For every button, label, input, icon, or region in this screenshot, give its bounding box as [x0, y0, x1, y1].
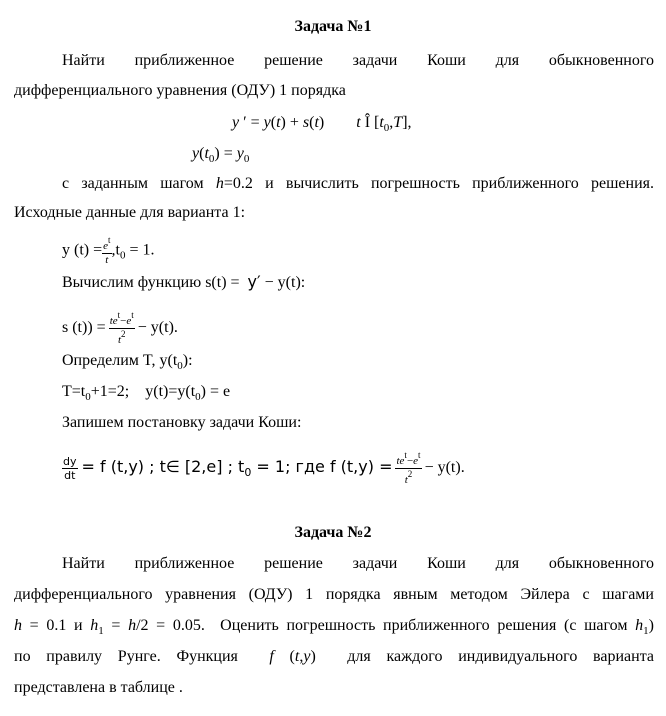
task2-line2: дифференциального уравнения (ОДУ) 1 порядка явным методом Эйлера с шагами — [14, 586, 654, 603]
task2-line1: Найти приближенное решение задачи Коши для обыкновенного — [62, 555, 654, 572]
task1-para2-line1: с заданным шагом h=0.2 и вычислить погрешность приближенного решения. — [62, 175, 654, 192]
task1-define-T: Определим T, $y(t_0)$: — [62, 352, 193, 372]
task1-title: Задача №1 — [294, 18, 372, 35]
task2-title: Задача №2 — [294, 524, 372, 541]
task1-y-formula: y (t) = $\frac{e^t}{t}$ $,t_0 = 1$. — [62, 235, 155, 266]
task1-T-line: $T=t_0+1=2$; $y(t)=y(t_0) = e$ — [62, 383, 231, 403]
task2-line3: h = 0.1 и $h_1 = h/2 = 0.05$. Оценить погрешность приближенного решения (с шагом $h_1$) — [14, 617, 654, 637]
task1-para1-line1: Найти приближенное решение задачи Коши для обыкновенного — [62, 52, 654, 69]
task1-equation-ode: y ′ = y(t) + s(t) t Î $[t_0,T]$, — [232, 114, 412, 134]
task1-equation-initial: $y(t_0) = y_0$ — [192, 145, 250, 165]
task1-cauchy-formula: $\frac{dy}{dt}$ = f (t,y) ; t∈ [2,e] ; $t_0 = 1$; где f (t,y) = $\frac{te^t-e^t}{t^2}$ − y(t). — [63, 450, 465, 486]
task2-line4: по правилу Рунге. Функция f (t,y) для каждого индивидуального варианта — [14, 648, 655, 665]
task1-compute-s: Вычислим функцию s(t) = y′ − y(t): — [62, 272, 306, 291]
task1-para2-line2: Исходные данные для варианта 1: — [14, 204, 246, 221]
task1-para1-line2: дифференциального уравнения (ОДУ) 1 порядка — [14, 82, 346, 99]
task1-s-formula: s (t)) = $\frac{te^t-e^t}{t^2}$ − y(t). — [62, 310, 178, 346]
task1-cauchy-text: Запишем постановку задачи Коши: — [62, 414, 302, 431]
task2-line5: представлена в таблице . — [14, 679, 183, 696]
